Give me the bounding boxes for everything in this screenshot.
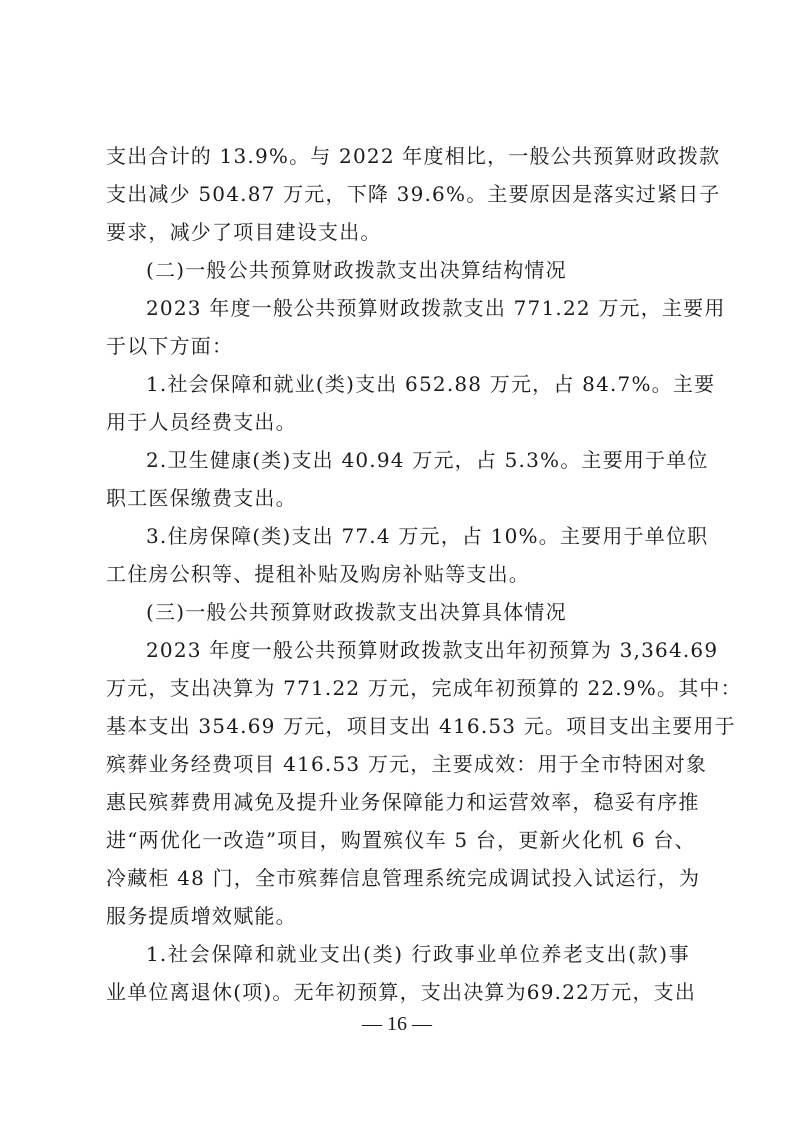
page-number: — 16 — [362,1013,432,1035]
section-heading-details: (三)一般公共预算财政拨款支出决算具体情况 [146,600,567,624]
paragraph-line: 进“两优化一改造”项目，购置殡仪车 5 台，更新火化机 6 台、 [106,828,696,852]
paragraph-line: 支出合计的 13.9%。与 2022 年度相比，一般公共预算财政拨款 [106,144,721,168]
paragraph-line: 殡葬业务经费项目 416.53 万元，主要成效：用于全市特困对象 [106,752,708,776]
paragraph-line: 用于人员经费支出。 [106,410,297,434]
paragraph-line: 职工医保缴费支出。 [106,486,297,510]
paragraph-line: 惠民殡葬费用减免及提升业务保障能力和运营效率，稳妥有序推 [106,790,700,814]
paragraph-line: 工住房公积等、提租补贴及购房补贴等支出。 [106,562,530,586]
paragraph-line: 2023 年度一般公共预算财政拨款支出 771.22 万元，主要用 [146,296,726,320]
paragraph-line: 支出减少 504.87 万元，下降 39.6%。主要原因是落实过紧日子 [106,182,721,206]
list-item-housing: 3.住房保障(类)支出 77.4 万元，占 10%。主要用于单位职 [146,524,709,548]
paragraph-line: 要求，减少了项目建设支出。 [106,220,382,244]
paragraph-line: 2023 年度一般公共预算财政拨款支出年初预算为 3,364.69 [146,638,719,662]
paragraph-line: 万元，支出决算为 771.22 万元，完成年初预算的 22.9%。其中： [106,676,742,700]
paragraph-line: 服务提质增效赋能。 [106,904,297,928]
body-text [106,137,742,1011]
list-item-retirement: 1.社会保障和就业支出(类) 行政事业单位养老支出(款)事 [146,942,690,966]
section-heading-structure: (二)一般公共预算财政拨款支出决算结构情况 [146,258,567,282]
list-item-social-security: 1.社会保障和就业(类)支出 652.88 万元，占 84.7%。主要 [146,372,716,396]
paragraph-line: 于以下方面： [106,334,234,358]
paragraph-line: 冷藏柜 48 门，全市殡葬信息管理系统完成调试投入试运行，为 [106,866,701,890]
paragraph-line: 基本支出 354.69 万元，项目支出 416.53 元。项目支出主要用于 [106,714,736,738]
list-item-health: 2.卫生健康(类)支出 40.94 万元，占 5.3%。主要用于单位 [146,448,709,472]
paragraph-line: 业单位离退休(项)。无年初预算，支出决算为69.22万元，支出 [106,980,697,1004]
